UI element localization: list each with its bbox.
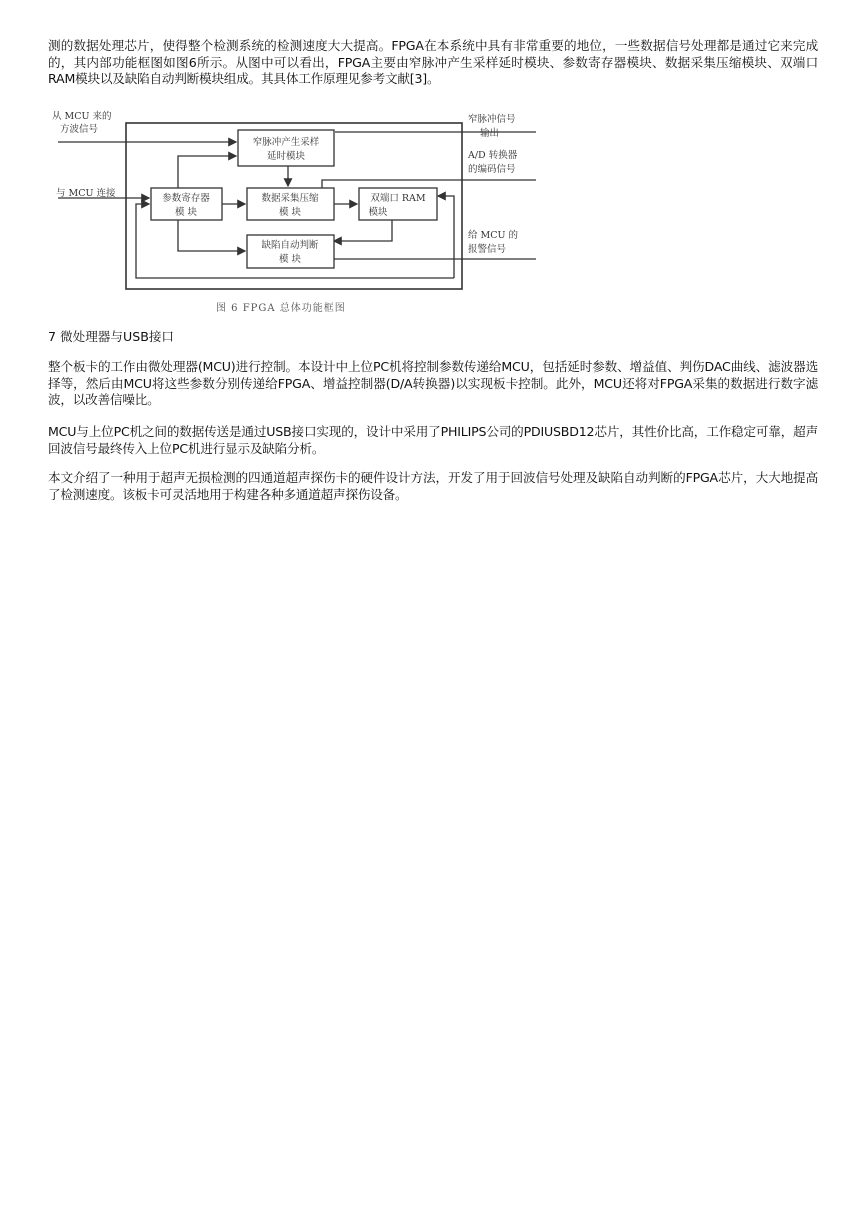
output-label-alarm-1: 给 MCU 的 (468, 230, 519, 241)
wire-param-to-defect (178, 220, 245, 251)
block-data-acquisition-label-1: 数据采集压缩 (261, 193, 319, 204)
block-data-acquisition-label-2: 模 块 (278, 207, 302, 218)
block-defect-judgement-label-2: 模 块 (278, 254, 302, 265)
output-label-pulse-1: 窄脉冲信号 (468, 114, 516, 125)
block-defect-judgement-label-1: 缺陷自动判断 (261, 240, 319, 251)
output-label-alarm-2: 报警信号 (468, 244, 507, 255)
output-label-ad-1: A/D 转换器 (468, 150, 518, 161)
input-label-delay-1: 从 MCU 来的 (52, 111, 112, 122)
usb-paragraph: MCU与上位PC机之间的数据传送是通过USB接口实现的，设计中采用了PHILIPS公司的PDIUSBD12芯片，其性价比高，工作稳定可靠，超声回波信号最终传入上位PC机进行显示及缺陷分析。 (48, 424, 818, 456)
board-control-paragraph: 整个板卡的工作由微处理器(MCU)进行控制。本设计中上位PC机将控制参数传递给MCU，包括延时参数、增益值、判伤DAC曲线、滤波器选择等，然后由MCU将这些参数分别传递给FPGA、增益控制器(D/A转换器)以实现板卡控制。此外，MCU还将对FPGA采集的数据进行数字滤波，以改善信噪比。 (48, 359, 818, 407)
conclusion-paragraph: 本文介绍了一种用于超声无损检测的四通道超声探伤卡的硬件设计方法，开发了用于回波信号处理及缺陷自动判断的FPGA芯片，大大地提高了检测速度。该板卡可灵活地用于构建各种多通道超声探伤设备。 (48, 470, 818, 502)
wire-param-to-delay (178, 156, 236, 188)
figure-6 (48, 108, 548, 320)
output-label-ad-2: 的编码信号 (468, 164, 516, 175)
input-label-delay-2: 方波信号 (60, 124, 99, 135)
section-heading: 7 微处理器与USB接口 (48, 329, 175, 344)
figure-caption: 图 6 FPGA 总体功能框图 (216, 303, 346, 314)
block-pulse-delay-label-1: 窄脉冲产生采样 (252, 137, 320, 148)
wire-feedback-ram (438, 196, 454, 278)
block-pulse-delay-label-2: 延时模块 (266, 151, 306, 162)
block-dual-port-ram-label-1: 双端口 RAM (370, 193, 426, 204)
input-label-mcu-link: 与 MCU 连接 (56, 188, 116, 199)
wire-ram-to-defect (334, 220, 392, 241)
block-param-register-label-1: 参数寄存器 (162, 193, 210, 204)
output-label-pulse-2: 输出 (480, 128, 500, 139)
fpga-block-diagram (48, 108, 548, 320)
block-dual-port-ram-label-2: 模块 (368, 207, 388, 218)
wire-ad-out (322, 180, 536, 188)
block-param-register-label-2: 模 块 (174, 207, 198, 218)
intro-paragraph: 测的数据处理芯片，使得整个检测系统的检测速度大大提高。FPGA在本系统中具有非常重要的地位，一些数据信号处理都是通过它来完成的，其内部功能框图如图6所示。从图中可以看出，FPGA主要由窄脉冲产生采样延时模块、参数寄存器模块、数据采集压缩模块、双端口RAM模块以及缺陷自动判断模块组成。其具体工作原理见参考文献[3]。 (48, 38, 818, 86)
